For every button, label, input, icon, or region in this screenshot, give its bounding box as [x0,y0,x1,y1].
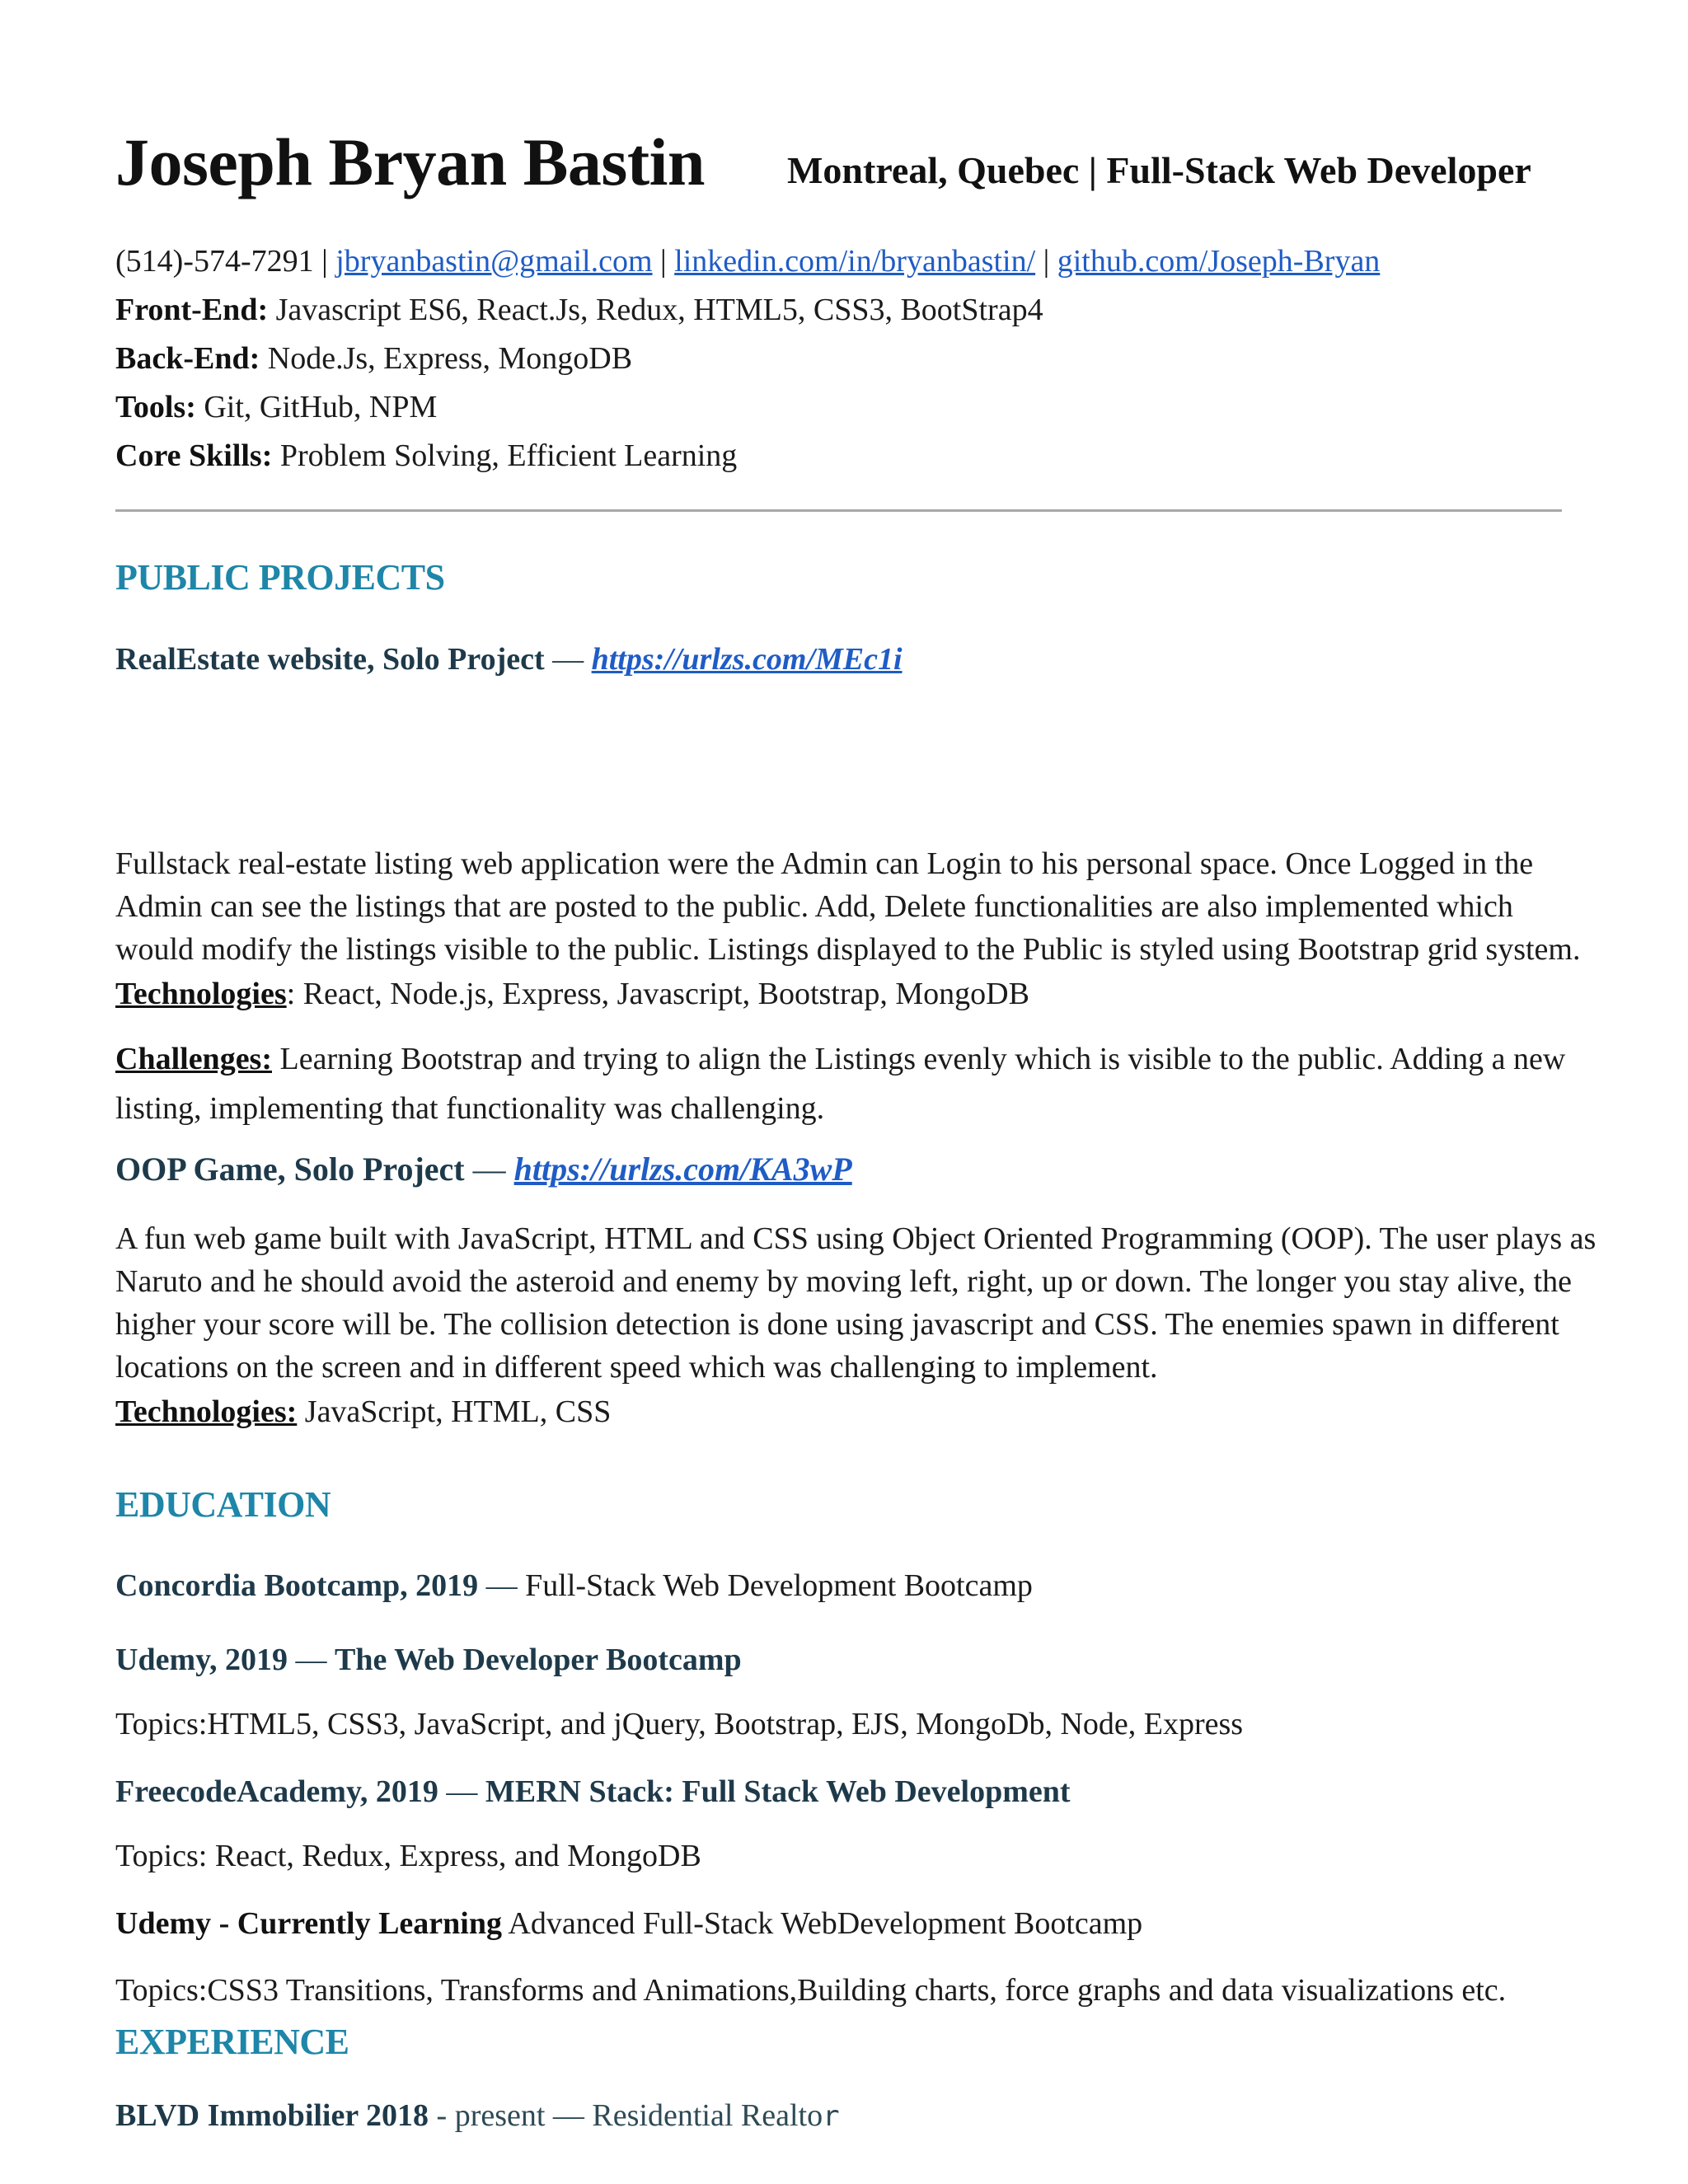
separator: | [313,244,336,279]
education-title: Udemy - Currently Learning [115,1906,502,1941]
skill-back-end [115,340,632,377]
project-description: A fun web game built with JavaScript, HTML and CSS using Object Oriented Programming (OOP). The user plays as Naruto and he should avoid the asteroid and enemy by moving left, right, up or down. The longer you stay alive, the higher your score will be. The collision detection is done using javascript and CSS. The enemies spawn in different locations on the screen and in different speed which was challenging to implement. [115,1221,1597,1385]
skill-value: Javascript ES6, React.Js, Redux, HTML5, CSS3, BootStrap4 [268,293,1043,327]
challenges-value: Learning Bootstrap and trying to align the Listings evenly which is visible to the public. Adding a new listing, implementing that functionality was challenging. [115,1042,1566,1126]
education-item [115,1905,1142,1942]
tech-value: JavaScript, HTML, CSS [297,1394,612,1429]
skill-label: Front-End: [115,293,269,327]
experience-title: BLVD Immobilier 2018 [115,2098,429,2133]
section-heading-education: EDUCATION [115,1484,331,1525]
dash: — [544,642,592,677]
project-title [115,1150,852,1188]
headline: Montreal, Quebec | Full-Stack Web Developer [787,149,1531,191]
separator: | [652,244,675,279]
tech-value: : React, Node.js, Express, Javascript, Bootstrap, MongoDB [286,977,1029,1011]
education-item [115,1642,742,1678]
tech-label: Technologies: [115,1394,298,1429]
header [115,124,1599,206]
skill-value: Problem Solving, Efficient Learning [272,438,738,473]
education-title: FreecodeAcademy, 2019 [115,1774,438,1809]
email-link[interactable]: jbryanbastin@gmail.com [335,244,653,279]
skill-label: Tools: [115,390,196,424]
phone: (514)-574-7291 [115,244,314,279]
project-link[interactable]: https://urlzs.com/MEc1i [591,642,903,677]
dash: — [438,1774,485,1809]
linkedin-link[interactable]: linkedin.com/in/bryanbastin/ [674,244,1036,279]
education-item [115,1568,1033,1604]
experience-detail: - present — Residential Realto [429,2098,823,2133]
github-link[interactable]: github.com/Joseph-Bryan [1057,244,1381,279]
education-topics: Topics:CSS3 Transitions, Transforms and Animations,Building charts, force graphs and data visualizations etc. [115,1973,1507,2008]
project-technologies [115,972,1599,1015]
tech-label: Technologies [115,977,287,1011]
education-topics: Topics: React, Redux, Express, and MongoDB [115,1839,701,1873]
education-title: Concordia Bootcamp, 2019 [115,1568,479,1603]
experience-item [115,2097,840,2134]
challenges-label: Challenges: [115,1042,272,1076]
education-detail: The Web Developer Bootcamp [335,1643,742,1677]
project-challenges [115,1034,1599,1133]
project-name: OOP Game, Solo Project [115,1151,465,1188]
skill-label: Core Skills: [115,438,273,473]
divider [115,509,1562,512]
project-technologies [115,1390,1599,1433]
section-heading-experience: EXPERIENCE [115,2022,349,2062]
project-link[interactable]: https://urlzs.com/KA3wP [513,1151,852,1188]
section-heading-projects: PUBLIC PROJECTS [115,557,445,598]
contact-line [115,243,1380,279]
skill-core [115,438,737,474]
education-topics: Topics:HTML5, CSS3, JavaScript, and jQuery, Bootstrap, EJS, MongoDb, Node, Express [115,1707,1244,1741]
education-detail: Advanced Full-Stack WebDevelopment Bootcamp [502,1906,1143,1941]
project-title [115,641,903,677]
separator: | [1035,244,1057,279]
skill-label: Back-End: [115,341,260,376]
education-detail: Full-Stack Web Development Bootcamp [525,1568,1033,1603]
education-item [115,1774,1071,1810]
dash: — [464,1151,514,1188]
dash: — [478,1568,526,1603]
skill-tools [115,389,437,425]
skill-front-end [115,292,1043,328]
education-title: Udemy, 2019 [115,1643,288,1677]
skill-value: Node.Js, Express, MongoDB [260,341,633,376]
experience-detail-tail: r [823,2100,840,2133]
skill-value: Git, GitHub, NPM [195,390,438,424]
dash: — [288,1643,335,1677]
education-detail: MERN Stack: Full Stack Web Development [485,1774,1071,1809]
candidate-name: Joseph Bryan Bastin [115,124,706,199]
project-name: RealEstate website, Solo Project [115,642,545,677]
project-description: Fullstack real-estate listing web application were the Admin can Login to his personal space. Once Logged in the Admin can see the listings that are posted to the public. Add, Delete functionalities are also implemented which would modify the listings visible to the public. Listings displayed to the Public is styled using Bootstrap grid system. [115,846,1581,967]
